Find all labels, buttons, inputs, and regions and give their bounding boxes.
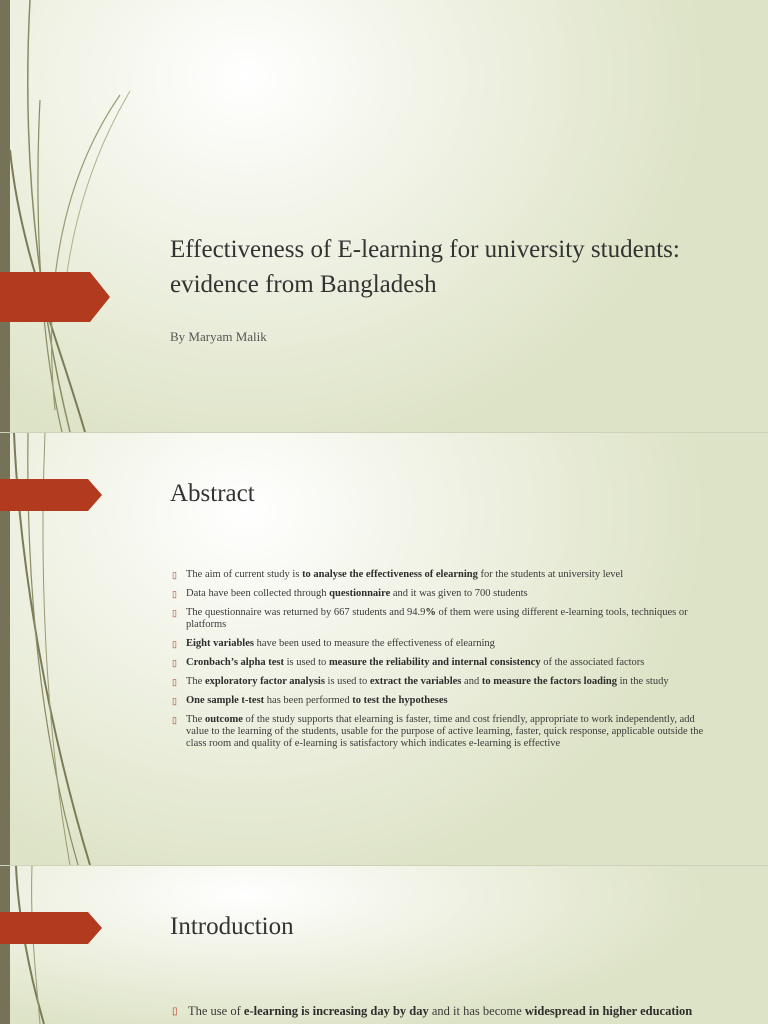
bullet-marker-icon: ▯ — [172, 696, 177, 706]
bold-text: widespread in higher education — [524, 1004, 693, 1018]
bold-text: One sample t-test — [186, 695, 265, 706]
abstract-bullet — [172, 569, 717, 581]
body-text: have been used to measure the effectiveness of elearning — [253, 638, 495, 649]
bullet-marker-icon: ▯ — [172, 1006, 178, 1017]
bullet-marker-icon: ▯ — [172, 677, 177, 687]
introduction-slide — [0, 866, 768, 1024]
presentation-title: Effectiveness of E-learning for university students: evidence from Bangladesh — [170, 236, 680, 298]
bold-text: measure the reliability and internal consistency — [328, 657, 541, 668]
title-slide — [0, 0, 768, 432]
heading-marker-tag — [0, 912, 102, 944]
body-text: of them were using different e-learning tools, techniques or platforms — [186, 607, 688, 630]
body-text: Data have been collected through — [186, 588, 330, 599]
body-text: has been performed — [264, 695, 353, 706]
bold-text: Cronbach’s alpha test — [186, 657, 285, 668]
bullet-marker-icon: ▯ — [172, 589, 177, 599]
abstract-bullet — [172, 638, 717, 650]
body-text: and it was given to 700 students — [390, 588, 528, 599]
abstract-bullet — [172, 588, 717, 600]
bold-text: % — [425, 607, 436, 618]
bullet-marker-icon: ▯ — [172, 639, 177, 649]
introduction-bullet — [172, 1004, 768, 1018]
heading-marker-tag — [0, 479, 102, 511]
abstract-bullet — [172, 676, 717, 688]
decorative-curves — [0, 0, 130, 432]
abstract-heading: Abstract — [170, 480, 255, 507]
body-text: of the study supports that elearning is faster, time and cost friendly, appropriate to work independently, add value to the learning of the students, usable for the purpose of active learning, faster, quick response, applicable outside the class room and quality of e-learning is satisfactory which indicates e-learning is effective — [186, 714, 704, 749]
body-text: The — [186, 714, 205, 725]
bold-text: Eight variables — [186, 638, 254, 649]
abstract-bullet — [172, 714, 717, 750]
body-text: The use of — [188, 1004, 244, 1018]
body-text: for the students at university level — [477, 569, 624, 580]
author-line: By Maryam Malik — [170, 329, 267, 344]
abstract-bullet — [172, 695, 717, 707]
title-marker-tag — [0, 272, 110, 322]
bold-text: outcome — [204, 714, 243, 725]
bold-text: exploratory factor analysis — [204, 676, 325, 687]
bullet-marker-icon: ▯ — [172, 608, 177, 618]
body-text: is used to — [284, 657, 329, 668]
bullet-marker-icon: ▯ — [172, 715, 177, 725]
bold-text: e-learning is increasing day by day — [243, 1004, 429, 1018]
abstract-bullet — [172, 657, 717, 669]
bold-text: extract the variables — [369, 676, 462, 687]
body-text: is used to — [324, 676, 370, 687]
body-text: The questionnaire was returned by 667 students and 94.9 — [186, 607, 426, 618]
body-text: The aim of current study is — [186, 569, 303, 580]
bullet-marker-icon: ▯ — [172, 658, 177, 668]
body-text: in the study — [616, 676, 669, 687]
bold-text: to analyse the effectiveness of elearning — [302, 569, 478, 580]
body-text: and — [461, 676, 482, 687]
abstract-bullet — [172, 607, 717, 631]
introduction-heading: Introduction — [170, 913, 294, 940]
body-text: of the associated factors — [540, 657, 645, 668]
bold-text: to test the hypotheses — [352, 695, 448, 706]
body-text: and it has become — [428, 1004, 525, 1018]
abstract-bullet-list — [172, 569, 717, 757]
bullet-marker-icon: ▯ — [172, 570, 177, 580]
bold-text: to measure the factors loading — [481, 676, 617, 687]
body-text: The — [186, 676, 205, 687]
decorative-curves — [0, 866, 130, 1024]
bold-text: questionnaire — [329, 588, 391, 599]
